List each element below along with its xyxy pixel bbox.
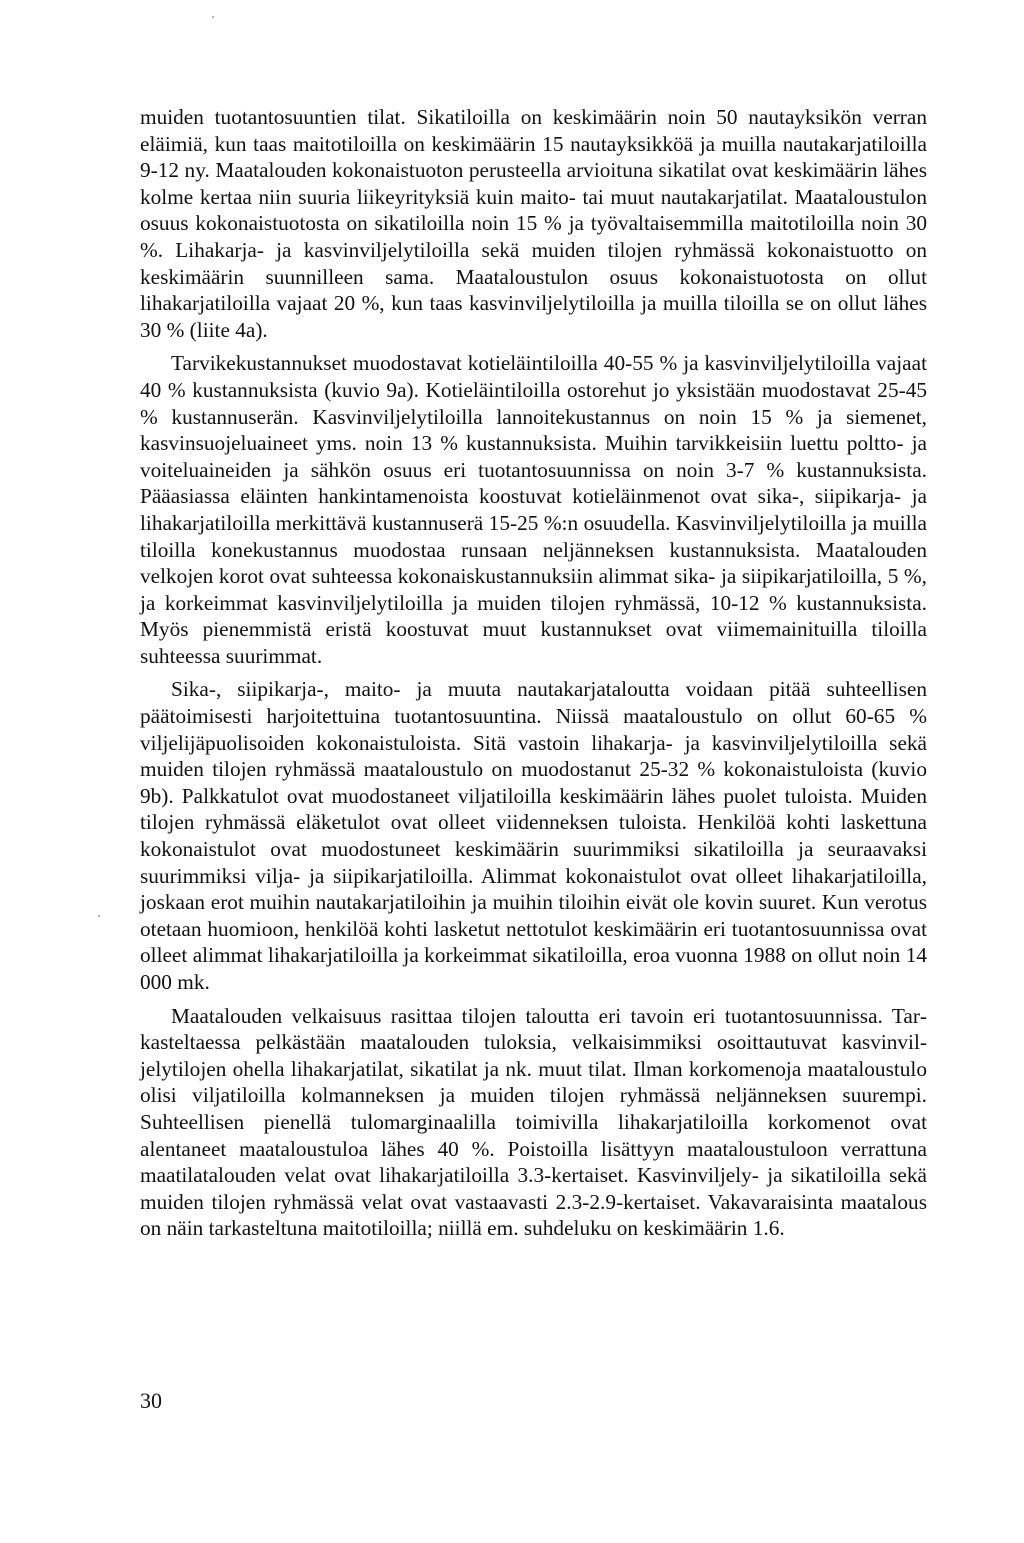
scan-speck <box>98 915 100 917</box>
paragraph: Sika-, siipikarja-, maito- ja muuta nautakarjataloutta voidaan pitää suhteellisen päätoimisesti harjoitettuina tuotantosuuntina. Niissä maataloustulo on ollut 60-65 % viljelijäpuolisoiden kokonaistuloista. Sitä vastoin lihakarja- ja kasvinviljelytiloilla sekä muiden tilojen ryhmässä maataloustulo on muodostanut 25-32 % kokonaistuloista (kuvio 9b). Palkkatulot ovat muodostaneet viljatiloilla keskimäärin lähes puolet tuloista. Muiden tilojen ryhmässä eläketulot ovat olleet viidenneksen tuloista. Henkilöä kohti laskettuna kokonaistulot ovat muodostuneet keskimäärin suurimmiksi sikatiloilla ja seuraavaksi suurimmiksi vilja- ja siipikarjatiloilla. Alimmat kokonaistulot ovat olleet lihakarjatiloilla, joskaan erot muihin nautakarjatiloihin ja muihin tiloihin eivät ole kovin suuret. Kun verotus otetaan huomioon, henkilöä kohti lasketut nettotulot keskimäärin eri tuotantosuunnissa ovat olleet alimmat lihakarjatiloilla ja korkeimmat sikatiloilla, eroa vuonna 1988 on ollut noin 14 000 mk. <box>140 677 927 994</box>
scan-speck <box>212 16 214 18</box>
body-text <box>140 104 927 1249</box>
paragraph: muiden tuotantosuuntien tilat. Sikatiloilla on keskimäärin noin 50 nautayksikön verran eläimiä, kun taas maitotiloilla on keskimäärin 15 nautayksikköä ja muilla nautakarjatiloilla 9-12 ny. Maatalouden kokonaistuoton perusteella arvioituna sikatilat ovat keskimäärin lähes kolme kertaa niin suuria liikeyrityksiä kuin maito- tai muut nautakarjatilat. Maataloustulon osuus kokonaistuotosta on sikatiloilla noin 15 % ja työvaltaisemmilla maitotiloilla noin 30 %. Lihakarja- ja kasvinviljelytiloilla sekä muiden tilojen ryhmässä kokonaistuotto on keskimäärin suunnilleen sama. Maataloustulon osuus kokonaistuotosta on ollut lihakarjatiloilla vajaat 20 %, kun taas kasvinviljelytiloilla ja muilla tiloilla se on ollut lähes 30 % (liite 4a). <box>140 105 927 342</box>
paragraph: Tarvikekustannukset muodostavat kotieläintiloilla 40-55 % ja kasvinviljelytiloilla vajaat 40 % kustannuksista (kuvio 9a). Kotieläintiloilla ostorehut jo yksistään muodostavat 25-45 % kustannuserän. Kasvinviljelytiloilla lannoitekustannus on noin 15 % ja siemenet, kasvinsuojeluaineet yms. noin 13 % kustannuksista. Muihin tarvikkeisiin luettu poltto- ja voiteluaineiden ja sähkön osuus eri tuotantosuunnissa on noin 3-7 % kustannuksista. Pääasiassa eläinten hankintamenoista koostuvat kotieläinmenot ovat sika-, siipikarja- ja lihakarjatiloilla merkittävä kustannuserä 15-25 %:n osuudella. Kasvinviljelytiloilla ja muilla tiloilla konekustannus muodostaa runsaan neljänneksen kustannuksista. Maatalouden velkojen korot ovat suhteessa kokonaiskustannuksiin alimmat sika- ja siipikarjatiloilla, 5 %, ja korkeimmat kasvinviljelytiloilla ja muiden tilojen ryhmässä, 10-12 % kustannuksista. Myös pienemmistä eristä koostuvat muut kustannukset ovat viimemainituilla tiloilla suhteessa suurimmat. <box>140 351 927 668</box>
paragraph: Maatalouden velkaisuus rasittaa tilojen taloutta eri tavoin eri tuotantosuunnissa. Tarkasteltaessa pelkästään maatalouden tuloksia, velkaisimmiksi osoittautuvat kasvinviljelytilojen ohella lihakarjatilat, sikatilat ja nk. muut tilat. Ilman korkomenoja maataloustulo olisi viljatiloilla kolmanneksen ja muiden tilojen ryhmässä neljänneksen suurempi. Suhteellisen pienellä tulomarginaalilla toimivilla lihakarjatiloilla korkomenot ovat alentaneet maataloustuloa lähes 40 %. Poistoilla lisättyyn maataloustuloon verrattuna maatilatalouden velat ovat lihakarjatiloilla 3.3-kertaiset. Kasvinviljely- ja sikatiloilla sekä muiden tilojen ryhmässä velat ovat vastaavasti 2.3-2.9-kertaiset. Vakavaraisinta maatalous on näin tarkasteltuna maitotiloilla; niillä em. suhdeluku on keskimäärin 1.6. <box>140 1003 927 1241</box>
page-number: 30 <box>140 1388 162 1413</box>
